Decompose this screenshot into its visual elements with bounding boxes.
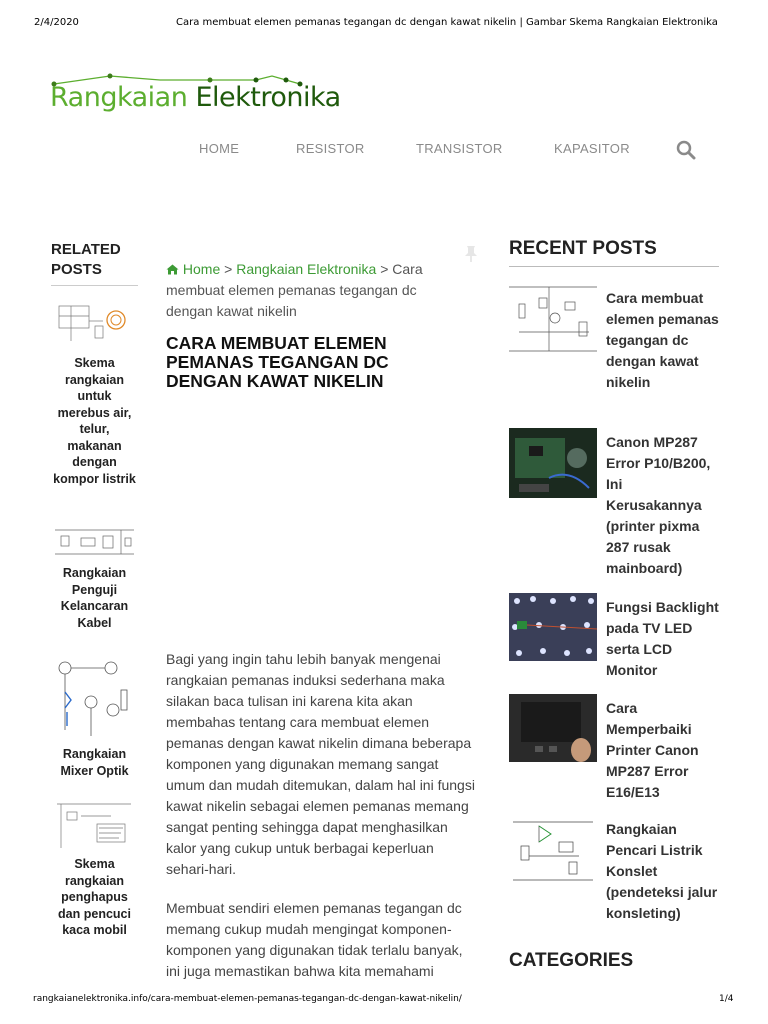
related-posts-heading: RELATED POSTS [51,241,121,278]
breadcrumb-category[interactable]: Rangkaian Elektronika [236,261,377,277]
recent-thumb-5[interactable] [509,816,597,886]
recent-thumb-2[interactable] [509,428,597,498]
pin-icon[interactable] [464,245,478,263]
related-title-4[interactable]: Skema rangkaian penghapus dan pencuci kaca mobil [58,857,131,937]
divider [51,285,138,286]
search-icon[interactable] [676,140,696,160]
recent-thumb-1[interactable] [509,284,597,354]
related-thumb-1[interactable] [51,296,138,351]
print-date: 2/4/2020 [34,17,79,28]
recent-post-title-1[interactable]: Cara membuat elemen pemanas tegangan dc dengan kawat nikelin [606,290,719,390]
logo-word-2: Elektronika [195,82,341,113]
related-title-2[interactable]: Rangkaian Penguji Kelancaran Kabel [60,566,129,630]
article-paragraph-1: Bagi yang ingin tahu lebih banyak mengenai rangkaian pemanas induksi sederhana maka silakan baca tulisan ini karena kita akan membahas tentang cara membuat elemen pemanas dengan kawat nikelin dimana beberapa komponen yang digunakan memang sangat umum dan mudah ditemukan, dalam hal ini fungsi kawat nikelin sebagai elemen pemanas memang sangat penting sehingga dapat menghasilkan kalor yang cukup untuk berbagai keperluan sehari-hari. [166,651,475,877]
breadcrumb-home[interactable]: Home [182,261,221,277]
related-thumb-2[interactable] [51,524,138,562]
categories-heading: CATEGORIES [509,950,634,971]
related-thumb-3[interactable] [51,650,138,742]
print-url: rangkaianelektronika.info/cara-membuat-elemen-pemanas-tegangan-dc-dengan-kawat-nikelin/ [33,994,462,1004]
recent-post-title-3[interactable]: Fungsi Backlight pada TV LED serta LCD Monitor [606,599,719,678]
nav-transistor[interactable]: TRANSISTOR [416,141,503,156]
related-title-1[interactable]: Skema rangkaian untuk merebus air, telur, makanan dengan kompor listrik [53,356,136,486]
logo-word-1: Rangkaian [50,82,188,113]
recent-post-title-5[interactable]: Rangkaian Pencari Listrik Konslet (pendeteksi jalur konsleting) [606,821,718,921]
home-icon[interactable] [166,264,179,275]
related-thumb-4[interactable] [51,798,138,853]
recent-thumb-4[interactable] [509,694,597,762]
recent-thumb-3[interactable] [509,593,597,661]
recent-post-title-2[interactable]: Canon MP287 Error P10/B200, Ini Kerusakannya (printer pixma 287 rusak mainboard) [606,434,711,576]
nav-home[interactable]: HOME [199,141,240,156]
breadcrumb-separator: > [224,261,233,277]
article-title: CARA MEMBUAT ELEMEN PEMANAS TEGANGAN DC DENGAN KAWAT NIKELIN [166,333,389,391]
print-title: Cara membuat elemen pemanas tegangan dc dengan kawat nikelin | Gambar Skema Rangkaian Elektronika [176,17,718,28]
recent-post-title-4[interactable]: Cara Memperbaiki Printer Canon MP287 Error E16/E13 [606,700,699,800]
breadcrumb-separator: > [380,261,389,277]
article-paragraph-2: Membuat sendiri elemen pemanas tegangan dc memang cukup mudah mengingat komponen-komponen yang digunakan tidak terlalu banyak, ini juga memastikan bahwa kita memahami [166,900,463,979]
related-title-3[interactable]: Rangkaian Mixer Optik [60,747,129,778]
nav-resistor[interactable]: RESISTOR [296,141,365,156]
nav-kapasitor[interactable]: KAPASITOR [554,141,630,156]
breadcrumb [166,259,446,322]
logo-text [50,82,341,113]
divider [509,266,719,267]
breadcrumb-current: Cara membuat elemen pemanas tegangan dc dengan kawat nikelin [166,261,423,319]
print-page-number: 1/4 [719,994,734,1004]
recent-posts-heading: RECENT POSTS [509,238,657,259]
